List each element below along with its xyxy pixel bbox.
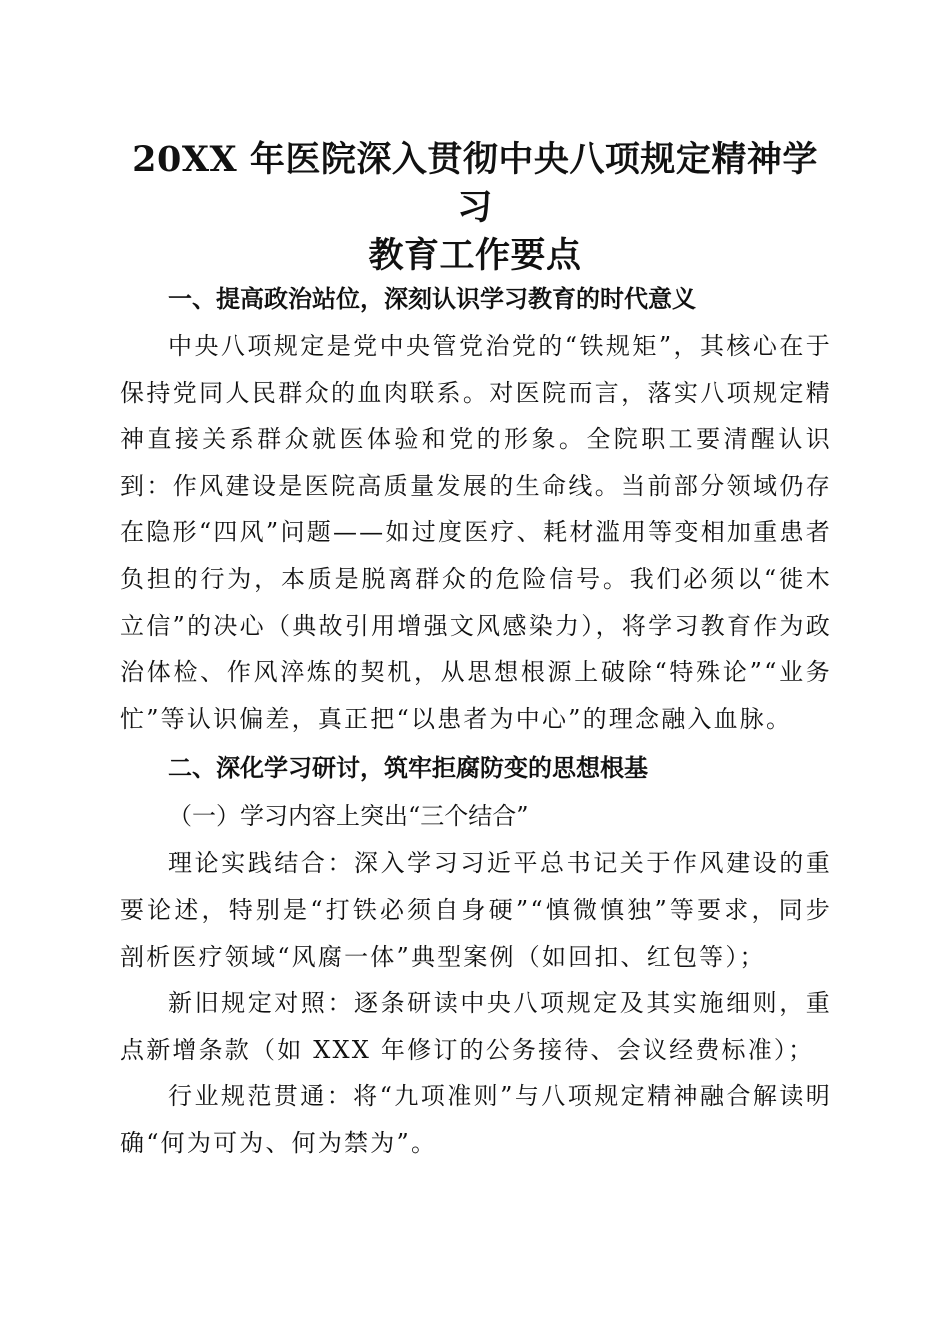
section-2-paragraph-3: 行业规范贯通：将“九项准则”与八项规定精神融合解读明确“何为可为、何为禁为”。 <box>120 1082 832 1157</box>
section-1-paragraph-1: 中央八项规定是党中央管党治党的“铁规矩”，其核心在于保持党同人民群众的血肉联系。对医院而言，落实八项规定精神直接关系群众就医体验和党的形象。全院职工要清醒认识到：作风建设是医院高质量发展的生命线。当前部分领域仍存在隐形“四风”问题——如过度医疗、耗材滥用等变相加重患者负担的行为，本质是脱离群众的危险信号。我们必须以“徙木立信”的决心（典故引用增强文风感染力），将学习教育作为政治体检、作风淬炼的契机，从思想根源上破除“特殊论”“业务忙”等认识偏差，真正把“以患者为中心”的理念融入血脉。 <box>120 332 832 733</box>
section-2-heading: 二、深化学习研讨，筑牢拒腐防变的思想根基 <box>168 754 648 783</box>
section-2-subheading: （一）学习内容上突出“三个结合” <box>168 802 529 831</box>
section-2-paragraph-2: 新旧规定对照：逐条研读中央八项规定及其实施细则，重点新增条款（如 XXX 年修订的公务接待、会议经费标准）； <box>120 989 832 1064</box>
document-body <box>120 275 832 1167</box>
document-title <box>120 136 830 280</box>
title-line-1: 20XX 年医院深入贯彻中央八项规定精神学习 <box>132 139 818 228</box>
title-line-2: 教育工作要点 <box>368 235 582 276</box>
section-1-heading: 一、提高政治站位，深刻认识学习教育的时代意义 <box>168 285 696 313</box>
section-2-paragraph-1: 理论实践结合：深入学习习近平总书记关于作风建设的重要论述，特别是“打铁必须自身硬”“慎微慎独”等要求，同步剖析医疗领域“风腐一体”典型案例（如回扣、红包等）； <box>120 849 832 971</box>
